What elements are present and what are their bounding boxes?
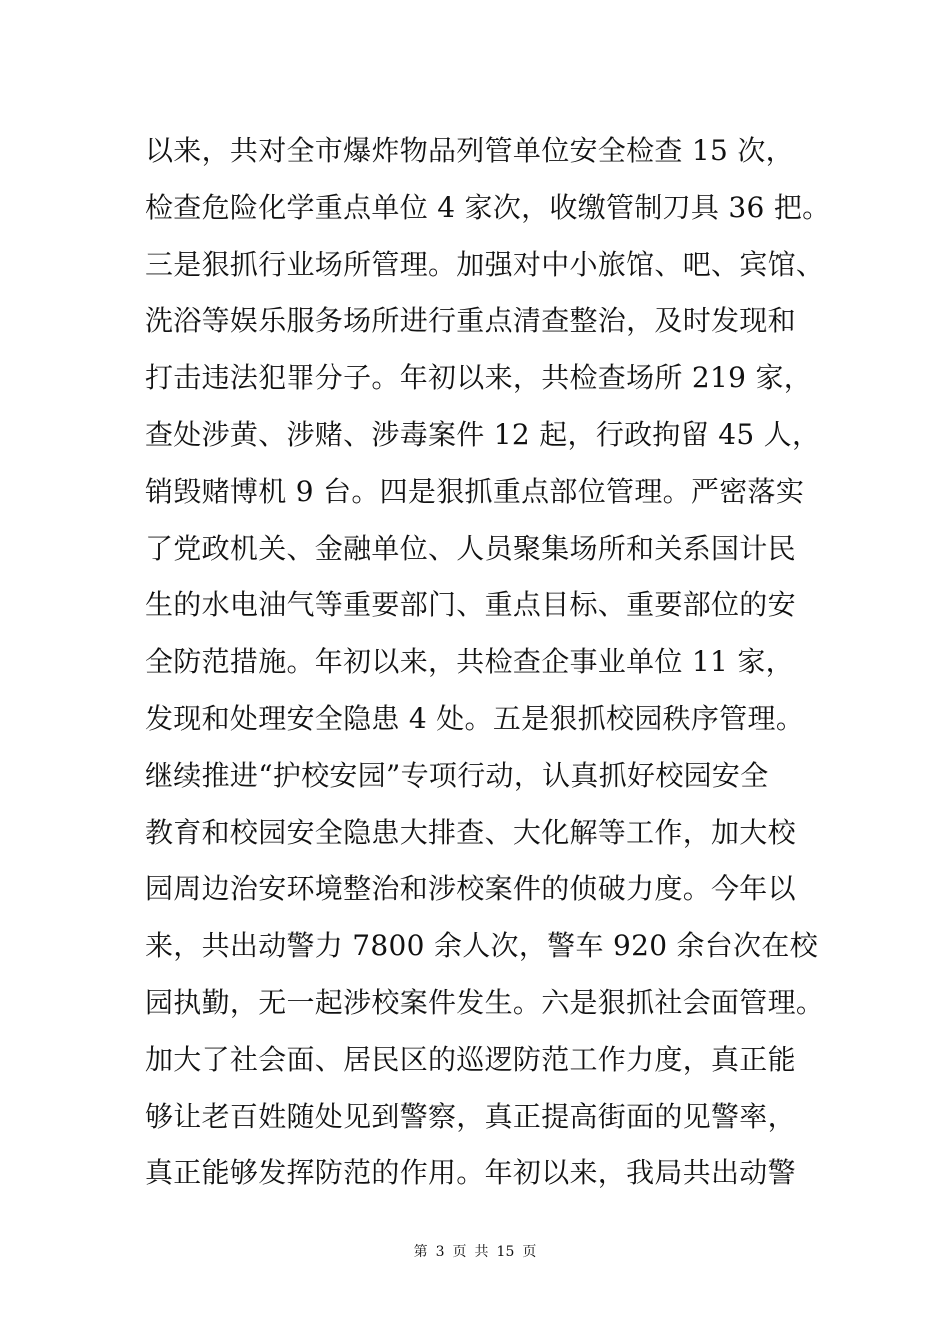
text-line: 三是狠抓行业场所管理。加强对中小旅馆、吧、宾馆、 (145, 247, 825, 281)
text-line: 销毁赌博机 9 台。四是狠抓重点部位管理。严密落实 (145, 474, 805, 508)
current-page-number: 3 (435, 1244, 445, 1260)
text-line: 全防范措施。年初以来，共检查企事业单位 11 家， (145, 645, 794, 679)
text-line: 生的水电油气等重要部门、重点目标、重要部位的安 (145, 588, 796, 622)
text-line: 了党政机关、金融单位、人员聚集场所和关系国计民 (145, 531, 796, 565)
footer-label: 共 (474, 1244, 489, 1260)
footer-label: 第 (413, 1244, 428, 1260)
text-line: 教育和校园安全隐患大排查、大化解等工作，加大校 (145, 815, 796, 849)
body-paragraph (145, 128, 845, 1207)
text-line: 以来，共对全市爆炸物品列管单位安全检查 15 次， (145, 134, 794, 167)
text-line: 发现和处理安全隐患 4 处。五是狠抓校园秩序管理。 (145, 701, 805, 735)
text-line: 洗浴等娱乐服务场所进行重点清查整治，及时发现和 (145, 304, 796, 338)
text-line: 够让老百姓随处见到警察，真正提高街面的见警率， (145, 1099, 796, 1133)
text-line: 加大了社会面、居民区的巡逻防范工作力度，真正能 (145, 1042, 796, 1076)
total-pages-number: 15 (496, 1244, 515, 1260)
text-line: 园周边治安环境整治和涉校案件的侦破力度。今年以 (145, 872, 796, 906)
text-line: 园执勤，无一起涉校案件发生。六是狠抓社会面管理。 (145, 985, 825, 1019)
text-line: 继续推进“护校安园”专项行动，认真抓好校园安全 (145, 758, 769, 792)
footer-label: 页 (452, 1244, 467, 1260)
text-line: 真正能够发挥防范的作用。年初以来，我局共出动警 (145, 1156, 796, 1190)
text-line: 打击违法犯罪分子。年初以来，共检查场所 219 家， (145, 361, 813, 395)
text-line: 来，共出动警力 7800 余人次，警车 920 余台次在校 (145, 929, 819, 963)
page-footer (0, 1242, 950, 1262)
text-line: 查处涉黄、涉赌、涉毒案件 12 起，行政拘留 45 人， (145, 417, 821, 451)
text-line: 检查危险化学重点单位 4 家次，收缴管制刀具 36 把。 (145, 190, 831, 224)
footer-label: 页 (522, 1244, 537, 1260)
